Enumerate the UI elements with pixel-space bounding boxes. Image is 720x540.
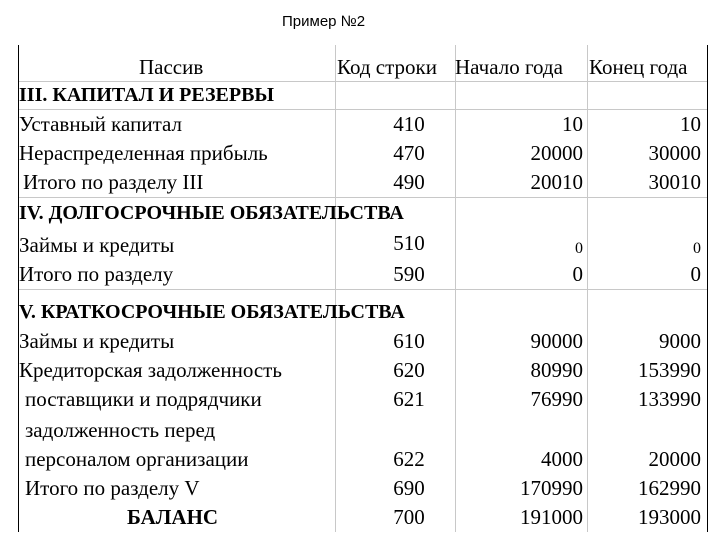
row-name: Уставный капитал bbox=[19, 112, 182, 136]
balance-table bbox=[18, 45, 708, 532]
row-end: 193000 bbox=[638, 505, 701, 529]
row-code: 621 bbox=[393, 387, 425, 411]
header-passive: Пассив bbox=[139, 55, 204, 79]
row-start: 80990 bbox=[530, 358, 583, 382]
section-heading: III. КАПИТАЛ И РЕЗЕРВЫ bbox=[19, 84, 275, 106]
section-heading: IV. ДОЛГОСРОЧНЫЕ ОБЯЗАТЕЛЬСТВА bbox=[19, 202, 404, 224]
section-heading: V. КРАТКОСРОЧНЫЕ ОБЯЗАТЕЛЬСТВА bbox=[19, 301, 405, 323]
row-name: Итого по разделу V bbox=[25, 476, 200, 500]
row-start: 20000 bbox=[530, 141, 583, 165]
row-start: 20010 bbox=[530, 170, 583, 194]
row-start: 0 bbox=[572, 262, 583, 286]
row-code: 620 bbox=[393, 358, 425, 382]
row-start: 76990 bbox=[530, 387, 583, 411]
row-start: 191000 bbox=[520, 505, 583, 529]
row-code: 590 bbox=[393, 262, 425, 286]
row-start: 4000 bbox=[541, 447, 583, 471]
row-name: задолженность перед bbox=[25, 418, 216, 442]
row-end: 30010 bbox=[648, 170, 701, 194]
row-code: 610 bbox=[393, 329, 425, 353]
row-start: 90000 bbox=[530, 329, 583, 353]
row-code: 622 bbox=[393, 447, 425, 471]
row-start: 10 bbox=[562, 112, 583, 136]
row-code: 490 bbox=[393, 170, 425, 194]
row-name: Займы и кредиты bbox=[19, 329, 175, 353]
row-code: 470 bbox=[393, 141, 425, 165]
row-end: 0 bbox=[690, 262, 701, 286]
row-start: 0 bbox=[575, 240, 583, 257]
row-code: 690 bbox=[393, 476, 425, 500]
row-name: Займы и кредиты bbox=[19, 233, 175, 257]
row-end: 162990 bbox=[638, 476, 701, 500]
row-end: 20000 bbox=[648, 447, 701, 471]
balance-label: БАЛАНС bbox=[127, 505, 219, 529]
row-code: 700 bbox=[393, 505, 425, 529]
grid-line bbox=[19, 81, 707, 82]
row-start: 170990 bbox=[520, 476, 583, 500]
row-end: 0 bbox=[693, 240, 701, 257]
row-name: поставщики и подрядчики bbox=[25, 387, 262, 411]
row-end: 133990 bbox=[638, 387, 701, 411]
row-end: 10 bbox=[680, 112, 701, 136]
row-end: 9000 bbox=[659, 329, 701, 353]
row-code: 410 bbox=[393, 112, 425, 136]
grid-line bbox=[19, 197, 707, 198]
header-end: Конец года bbox=[589, 55, 688, 79]
row-name: Итого по разделу bbox=[19, 262, 174, 286]
row-name: Нераспределенная прибыль bbox=[19, 141, 268, 165]
row-name: Итого по разделу III bbox=[23, 170, 204, 194]
row-code: 510 bbox=[393, 231, 425, 255]
header-code: Код строки bbox=[337, 55, 437, 79]
page-title: Пример №2 bbox=[282, 13, 366, 30]
grid-line bbox=[19, 109, 707, 110]
row-name: Кредиторская задолженность bbox=[19, 358, 282, 382]
row-end: 153990 bbox=[638, 358, 701, 382]
header-start: Начало года bbox=[455, 55, 563, 79]
row-name: персоналом организации bbox=[25, 447, 249, 471]
row-end: 30000 bbox=[648, 141, 701, 165]
grid-line bbox=[19, 289, 707, 290]
